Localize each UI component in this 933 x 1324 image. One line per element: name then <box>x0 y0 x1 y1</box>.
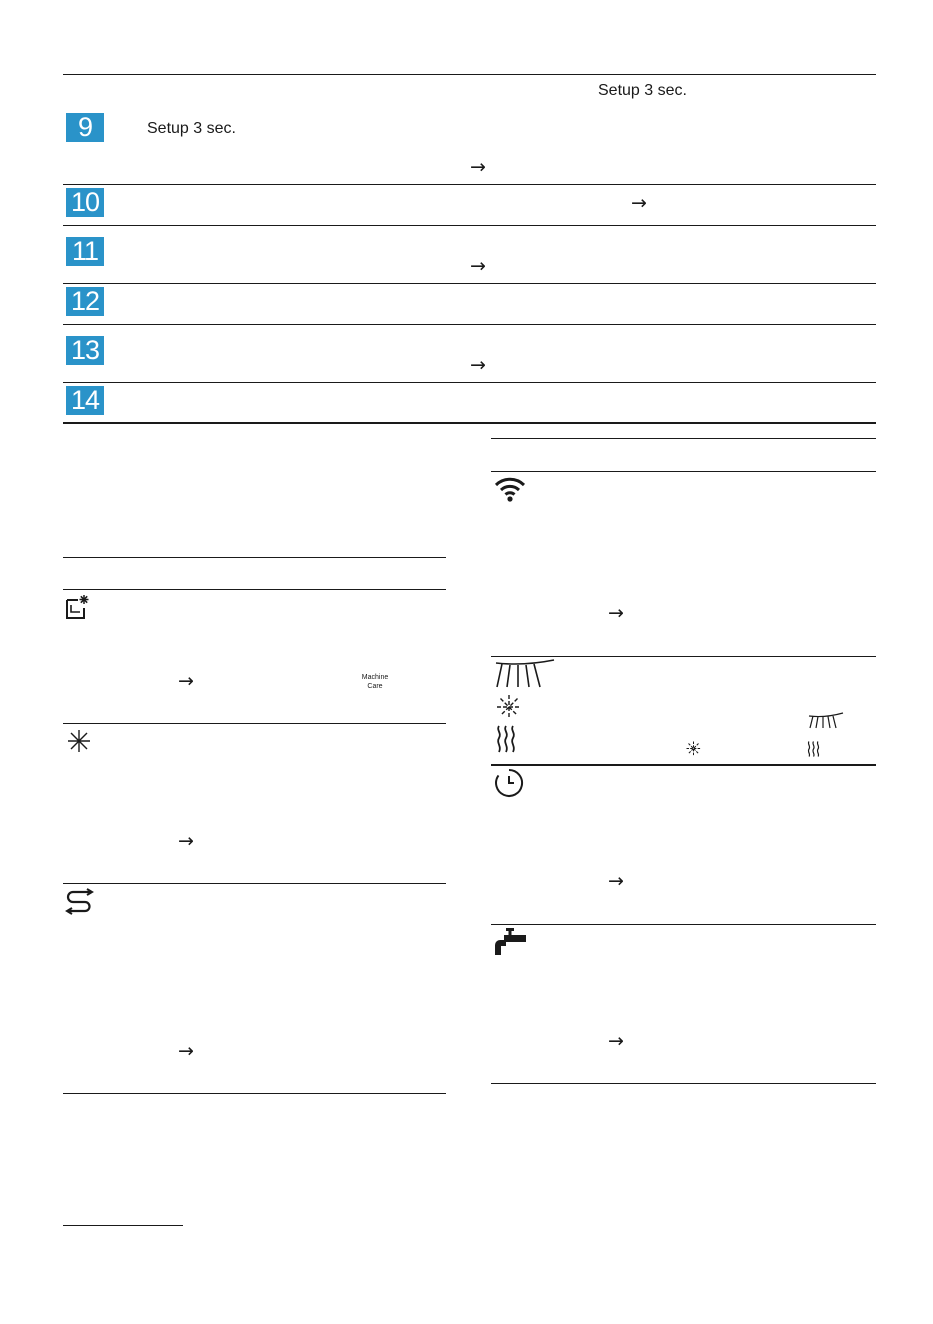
timer-icon <box>494 768 524 798</box>
setup-row-9-arrow: → <box>470 156 486 178</box>
rinse-arrow: → <box>178 1040 194 1062</box>
setup-number-badge-11: 11 <box>66 237 104 266</box>
setup-row-13-arrow: → <box>470 354 486 376</box>
setup-number-badge-13: 13 <box>66 336 104 365</box>
setup-row-divider <box>63 324 876 325</box>
setup-row-10-arrow: → <box>631 192 647 214</box>
machine-care-icon <box>64 594 92 622</box>
right-table-header-rule <box>491 471 876 472</box>
left-table-row-divider <box>63 723 446 724</box>
sparkle-icon <box>686 741 701 756</box>
water-tap-icon <box>494 928 528 956</box>
setup-row-9-label: Setup 3 sec. <box>147 120 236 137</box>
wifi-arrow: → <box>608 602 624 624</box>
timer-arrow: → <box>608 870 624 892</box>
heat-drying-icon <box>807 741 820 757</box>
setup-number-badge-9: 9 <box>66 113 104 142</box>
wifi-icon <box>494 476 526 502</box>
setup-row-11-arrow: → <box>470 255 486 277</box>
right-table-row-divider <box>491 924 876 925</box>
right-table-top-rule <box>491 438 876 439</box>
setup-table-bottom-rule <box>63 422 876 424</box>
right-table-row-divider <box>491 656 876 657</box>
heat-drying-icon <box>496 725 518 753</box>
setup-number-badge-14: 14 <box>66 386 104 415</box>
intensive-arrow: → <box>178 830 194 852</box>
left-table-row-divider <box>63 883 446 884</box>
sparkle-icon <box>496 694 522 720</box>
right-table-row-divider <box>491 764 876 766</box>
setup-number-badge-10: 10 <box>66 188 104 217</box>
rinse-cycle-icon <box>65 888 95 912</box>
spray-arm-icon <box>808 713 844 729</box>
setup-row-divider <box>63 382 876 383</box>
setup-row-divider <box>63 283 876 284</box>
setup-table-top-rule <box>63 74 876 75</box>
left-table-header-rule <box>63 589 446 590</box>
setup-row-divider <box>63 225 876 226</box>
machine-care-button-label: Machine Care <box>361 674 389 690</box>
spray-arm-icon <box>494 660 556 688</box>
setup-row-divider <box>63 184 876 185</box>
footnote-separator <box>63 1225 183 1226</box>
intensive-sparkle-icon <box>67 729 91 753</box>
setup-header-right-label: Setup 3 sec. <box>598 82 687 99</box>
left-table-top-rule <box>63 557 446 558</box>
setup-number-badge-12: 12 <box>66 287 104 316</box>
machine-care-arrow: → <box>178 670 194 692</box>
left-table-bottom-rule <box>63 1093 446 1094</box>
water-tap-arrow: → <box>608 1030 624 1052</box>
right-table-bottom-rule <box>491 1083 876 1084</box>
